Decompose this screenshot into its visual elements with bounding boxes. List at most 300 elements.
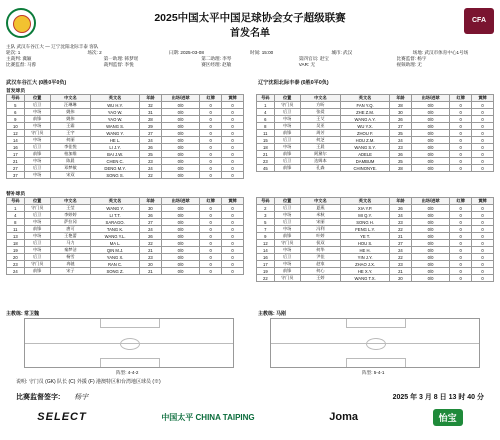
table-cell: 守门员 [274,102,300,109]
table-cell: 后卫 [274,254,300,261]
table-cell: 6 [257,116,275,123]
table-cell: 0/0 [411,240,449,247]
table-cell: 27 [140,219,162,226]
table-cell: 0 [200,158,222,165]
table-cell: 中场 [24,247,50,254]
table-row [7,151,244,158]
table-cell: 汪琳琳 [50,102,91,109]
table-cell: 0/0 [161,130,199,137]
column-header: 年龄 [390,198,412,205]
table-cell: 0 [200,219,222,226]
table-cell: 27 [390,240,412,247]
table-cell: 冉驰 [50,261,91,268]
table-cell: LI J.Y. [91,144,140,151]
meta-line4 [6,62,494,68]
signature: 杨宇 [74,393,89,401]
table-cell: 24 [140,226,162,233]
meta-item: 第二助理: 李琴 [201,56,232,61]
table-cell: 后卫 [24,240,50,247]
table-cell: 10 [7,123,25,130]
table-cell: 中场 [274,212,300,219]
subs-label: 替补球员 [6,192,26,197]
column-header: 红牌 [450,95,472,102]
table-cell: TANG K. [91,226,140,233]
table-cell: 宋丽 [300,219,341,226]
table-cell: 20 [390,275,412,282]
table-cell: 0/0 [161,219,199,226]
table-cell: 0 [472,226,494,233]
table-cell: 0/0 [411,137,449,144]
table-row [257,151,494,158]
table-cell: YAO W. [91,116,140,123]
table-cell: 12 [7,130,25,137]
table-cell: 45 [257,165,275,172]
meta-item: 主裁判: 冀颖 [6,56,32,61]
column-header: 出场/进球 [161,198,199,205]
table-cell: 24 [7,268,25,275]
table-cell: 前锋 [24,151,50,158]
table-cell: 1 [257,102,275,109]
table-cell: 31 [140,109,162,116]
table-cell: 0 [200,109,222,116]
table-cell: 0 [200,268,222,275]
table-cell: 后卫 [24,144,50,151]
table-cell: 0 [472,116,494,123]
table-row [257,233,494,240]
table-cell: 0/0 [411,233,449,240]
table-cell: 13 [7,233,25,240]
table-cell: 21 [7,158,25,165]
table-row [7,130,244,137]
table-cell: 0/0 [411,247,449,254]
home-team-name: 武汉车谷江大 (0胜0平0负) [6,80,67,86]
table-cell: BAI J.W. [91,151,140,158]
table-cell: 0 [472,254,494,261]
meta-item: 比赛监督: 马蓉 [6,62,37,67]
column-header: 英文名 [341,198,390,205]
table-cell: 中场 [24,233,50,240]
meta-item: 城市: 武汉 [331,50,353,55]
table-cell: 陈晨 [50,158,91,165]
column-header: 位置 [24,198,50,205]
table-cell: 0 [472,151,494,158]
table-row [257,254,494,261]
table-cell: 守门员 [274,275,300,282]
table-cell: 0/0 [411,268,449,275]
table-cell: 14 [7,137,25,144]
meta-item: 时间: 15:00 [249,50,274,55]
table-cell: CHINONYE. [341,165,390,172]
meta-item: 赛区经理: 赵敏 [201,62,232,67]
table-cell: 19 [257,268,275,275]
table-cell: 守门员 [24,130,50,137]
table-cell: 中场 [274,144,300,151]
table-cell: HE L. [91,137,140,144]
table-row [7,158,244,165]
table-cell: 22 [140,172,162,179]
table-cell: 0/0 [411,116,449,123]
table-cell: 27 [140,130,162,137]
table-row [257,165,494,172]
table-cell: 0 [222,205,244,212]
table-cell: 马力 [50,240,91,247]
table-cell: FAN Y.Q. [341,102,390,109]
table-row [7,172,244,179]
table-cell: 周芳 [300,130,341,137]
table-cell: 0 [472,123,494,130]
table-cell: 0 [200,123,222,130]
table-cell: 中场 [24,219,50,226]
table-cell: 0 [450,219,472,226]
table-cell: 0/0 [411,123,449,130]
table-cell: 宋双 [50,172,91,179]
table-cell: 秦梦洁 [50,247,91,254]
table-cell: 26 [390,205,412,212]
table-cell: 0 [472,275,494,282]
column-header: 年龄 [140,95,162,102]
table-cell: 0 [450,240,472,247]
table-cell: 0 [200,102,222,109]
table-cell: 20 [7,254,25,261]
table-cell: 王艳蕾 [50,233,91,240]
table-cell: 守门员 [24,205,50,212]
table-cell: 0 [200,144,222,151]
table-cell: YE T. [341,233,390,240]
table-row [7,165,244,172]
column-header: 出场/进球 [161,95,199,102]
table-row [7,261,244,268]
table-cell: 0/0 [161,102,199,109]
table-cell: 后卫 [274,219,300,226]
signature-label: 比赛监督签字: [16,394,61,401]
table-cell: 0 [450,123,472,130]
home-pitch-diagram [24,318,234,368]
table-cell: SONG H. [341,219,390,226]
table-cell: 24 [390,212,412,219]
column-header: 中文名 [300,95,341,102]
table-cell: LI T.T. [91,212,140,219]
table-cell: 28 [390,165,412,172]
table-cell: 0/0 [161,233,199,240]
column-header: 号码 [257,95,275,102]
table-cell: 0 [200,261,222,268]
table-cell: 0/0 [411,165,449,172]
table-cell: 0 [450,212,472,219]
table-cell: 0 [450,247,472,254]
table-cell: 0 [472,144,494,151]
column-header: 年龄 [390,95,412,102]
table-cell: 中场 [274,226,300,233]
table-row [7,233,244,240]
table-row [257,144,494,151]
table-cell: WANG Y. [91,205,140,212]
table-row [257,275,494,282]
table-cell: 0 [222,116,244,123]
table-row [257,205,494,212]
table-cell: 0/0 [411,212,449,219]
table-cell: 17 [7,151,25,158]
column-header: 黄牌 [222,95,244,102]
table-cell: 0/0 [411,261,449,268]
table-cell: YAO W. [91,109,140,116]
table-cell: 0/0 [161,123,199,130]
table-cell: 中场 [24,109,50,116]
table-cell: 3 [257,212,275,219]
table-row [7,102,244,109]
table-cell: 后卫 [24,254,50,261]
table-cell: 吴亚 [300,123,341,130]
table-cell: 0 [472,205,494,212]
table-cell: 0 [450,144,472,151]
table-cell: 0 [222,144,244,151]
table-cell: 王婷 [300,275,341,282]
home-coach: 主教练: 常卫魏 [6,311,40,317]
meta-item: 比赛监督: 杨宇 [396,56,427,61]
away-starters-table [256,94,494,172]
table-cell: 0/0 [161,144,199,151]
home-starters-table [6,94,244,179]
table-cell: 王宇 [50,130,91,137]
table-cell: 0 [222,123,244,130]
column-header: 红牌 [200,198,222,205]
column-header: 英文名 [91,95,140,102]
table-row [257,247,494,254]
table-cell: 8 [7,219,25,226]
table-cell: 28 [140,116,162,123]
table-cell: 后卫 [24,212,50,219]
table-cell: 前锋 [274,151,300,158]
table-cell: 0 [450,205,472,212]
table-cell: QIN M.J. [91,247,140,254]
table-cell: 王霜 [50,123,91,130]
table-row [257,137,494,144]
table-cell: 0/0 [411,158,449,165]
table-header-row [257,95,494,102]
table-cell: 23 [257,158,275,165]
column-header: 黄牌 [222,198,244,205]
table-cell: 0 [472,130,494,137]
table-cell: 18 [257,144,275,151]
table-cell: 0 [200,226,222,233]
home-formation: 阵型: 4-4-2 [116,370,139,375]
table-cell: 16 [7,144,25,151]
table-cell: 22 [140,240,162,247]
table-cell: 22 [257,275,275,282]
table-row [257,219,494,226]
table-cell: 0 [450,226,472,233]
column-header: 出场/进球 [411,95,449,102]
match-meta [6,44,494,68]
table-cell: 0 [200,137,222,144]
table-cell: 0 [472,212,494,219]
table-cell: 0 [222,102,244,109]
table-row [7,254,244,261]
table-cell: 0 [450,158,472,165]
table-cell: 中场 [24,158,50,165]
table-cell: 何心 [300,268,341,275]
table-cell: 0 [450,130,472,137]
table-cell: 0 [222,240,244,247]
table-cell: 0 [222,254,244,261]
table-cell: 0 [200,212,222,219]
table-cell: 21 [140,247,162,254]
table-cell: 叶婷 [300,233,341,240]
table-cell: 达姆本 [300,158,341,165]
meta-item: 视频助理: 无 [396,62,422,67]
column-header: 红牌 [200,95,222,102]
table-cell: HOU S. [341,240,390,247]
table-cell: 0 [222,130,244,137]
table-cell: 0/0 [161,247,199,254]
table-cell: 前锋 [274,130,300,137]
home-subs-table [6,197,244,275]
table-cell: 0/0 [411,254,449,261]
table-cell: HE H. [341,247,390,254]
table-cell: 27 [390,123,412,130]
table-row [257,123,494,130]
table-cell: 27 [7,165,25,172]
table-cell: DENG M.Y. [91,165,140,172]
table-cell: 32 [140,102,162,109]
table-cell: 23 [140,158,162,165]
table-cell: SONG Z. [91,268,140,275]
away-subs-table [256,197,494,282]
table-cell: 后卫 [274,137,300,144]
table-cell: 0/0 [411,144,449,151]
page-subtitle: 首发名单 [230,28,270,39]
table-cell: 0 [450,261,472,268]
table-cell: 26 [140,144,162,151]
meta-item: 场地: 武汉市体育中心1号场 [412,50,469,55]
table-cell: 后卫 [24,165,50,172]
table-cell: XIA Y.P. [341,205,390,212]
sponsor-bar [0,406,500,428]
table-cell: 0 [450,137,472,144]
table-cell: 24 [140,165,162,172]
table-cell: 0/0 [411,205,449,212]
table-cell: 赵家 [300,261,341,268]
table-cell: WANG A.Y. [341,116,390,123]
table-cell: 15 [257,137,275,144]
table-cell: 0 [200,151,222,158]
table-cell: 守门员 [274,240,300,247]
table-cell: 25 [390,158,412,165]
table-cell: 26 [390,151,412,158]
table-cell: 方昕 [300,102,341,109]
table-cell: 24 [390,247,412,254]
table-cell: 0 [200,233,222,240]
table-cell: 11 [257,130,275,137]
table-cell: ZHOU F. [341,130,390,137]
table-cell: SARAGO. [91,219,140,226]
table-cell: 23 [7,261,25,268]
table-cell: YANG X. [91,254,140,261]
table-cell: 0/0 [161,151,199,158]
starters-label: 首发球员 [6,89,26,94]
table-cell: 0 [200,165,222,172]
table-cell: WANG Y.L. [91,233,140,240]
table-row [257,261,494,268]
column-header: 位置 [274,198,300,205]
table-cell: 19 [7,247,25,254]
table-cell: SONG S. [91,172,140,179]
column-header: 出场/进球 [411,198,449,205]
meta-item: 场次: 2 [87,50,102,55]
column-header: 号码 [7,95,25,102]
table-cell: 中场 [274,261,300,268]
meta-item: VAR: 无 [298,62,316,67]
table-cell: 0 [472,109,494,116]
table-cell: 24 [390,137,412,144]
table-cell: 阿黛尔 [300,151,341,158]
table-cell: 0 [200,254,222,261]
table-cell: 18 [7,240,25,247]
signature-line [16,392,88,402]
table-cell: 孔森 [300,165,341,172]
table-cell: 中场 [274,247,300,254]
table-cell: 前锋 [274,233,300,240]
column-header: 位置 [274,95,300,102]
table-cell: 30 [390,109,412,116]
table-cell: 0 [450,116,472,123]
away-pitch-diagram [270,318,480,368]
column-header: 黄牌 [472,198,494,205]
table-cell: 尹佳 [300,254,341,261]
table-cell: 唐可 [50,226,91,233]
table-row [257,268,494,275]
table-cell: 0 [472,247,494,254]
table-cell: 9 [257,233,275,240]
table-cell: 5 [7,102,25,109]
table-cell: 22 [390,226,412,233]
column-header: 英文名 [341,95,390,102]
table-cell: 0 [472,261,494,268]
table-cell: 后卫 [274,158,300,165]
sponsor-joma-logo: Joma [329,411,359,423]
table-row [257,109,494,116]
column-header: 黄牌 [472,95,494,102]
table-cell: 0 [222,172,244,179]
table-cell: 0/0 [411,275,449,282]
table-cell: 0/0 [161,205,199,212]
table-cell: 0/0 [411,151,449,158]
table-cell: 0 [222,261,244,268]
column-header: 英文名 [91,198,140,205]
meta-item: 轮次: 1 [6,50,21,55]
page-title: 2025中国太平中国足球协会女子超级联赛 [154,12,346,24]
table-cell: 0/0 [161,240,199,247]
table-cell: 29 [140,123,162,130]
table-cell: 0 [450,151,472,158]
table-cell: 中场 [274,116,300,123]
table-cell: 0 [472,233,494,240]
table-row [257,130,494,137]
table-cell: 0 [200,247,222,254]
table-cell: 0 [200,116,222,123]
table-cell: 王艾 [300,116,341,123]
column-header: 年龄 [140,198,162,205]
table-cell: 0/0 [161,137,199,144]
table-cell: 21 [140,268,162,275]
table-cell: 0/0 [161,109,199,116]
table-cell: 6 [7,109,25,116]
table-cell: WANG Y. [91,130,140,137]
table-cell: 前锋 [24,116,50,123]
away-coach: 主教练: 马刚 [258,311,287,317]
table-cell: 23 [390,219,412,226]
table-cell: 0 [472,102,494,109]
table-cell: 0/0 [161,116,199,123]
